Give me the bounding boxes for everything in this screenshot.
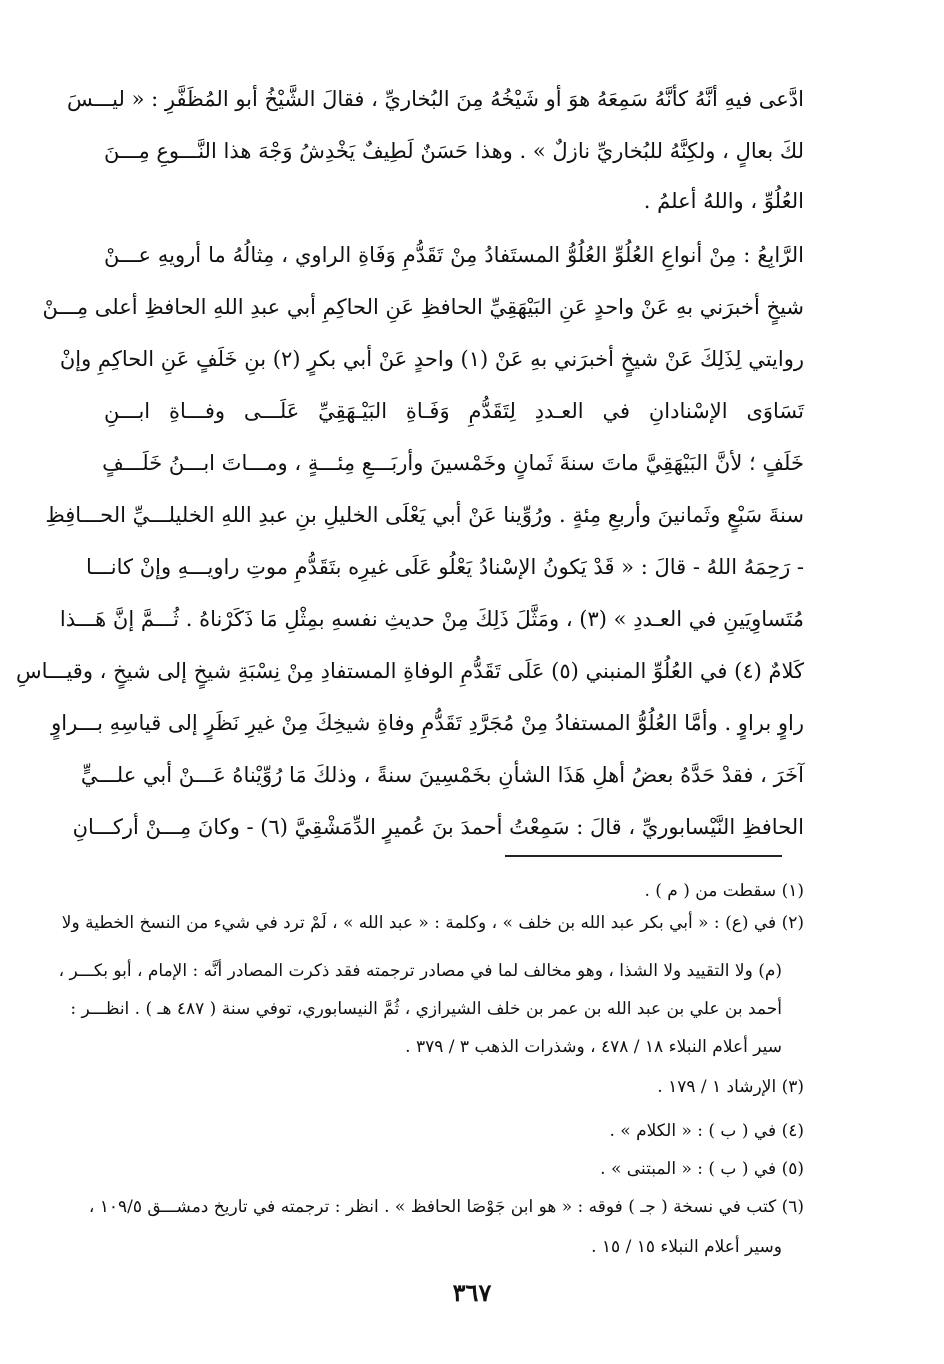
footnote: (٤) في ( ب ) : « الكلام » . xyxy=(609,1121,804,1141)
text-line: - رَحِمَهُ اللهُ - قالَ : « قَدْ يَكونُ الإسْنادُ يَعْلُو عَلَى غيرِه بتَقَدُّمِ موتِ راويـــهِ وإنْ كانـــا xyxy=(85,555,804,579)
text-line: آخَرَ ، فقدْ حَدَّهُ بعضُ أهلِ هَذَا الشأنِ بخَمْسِينَ سنةً ، وذلكَ مَا رُوِّيْناهُ عَـــنْ أبي علـــيٍّ xyxy=(80,763,804,787)
text-line: العُلُوِّ ، واللهُ أعلمُ . xyxy=(643,189,804,213)
text-line: سنةَ سَبْعٍ وثَمانينَ وأربعِ مِئةٍ . ورُوِّينا عَنْ أبي يَعْلَى الخليلِ بنِ عبدِ اللهِ الخليلـــيِّ الحـــافِظِ xyxy=(45,503,804,527)
text-line: الرَّابِعُ : مِنْ أنواعِ العُلُوِّ العُلُوُّ المستَفادُ مِنْ تَقَدُّمِ وَفَاةِ الراوي ، مِثالُهُ ما أرويهِ عـــنْ xyxy=(104,243,804,267)
text-line: شيخٍ أخبرَني بهِ عَنْ واحدٍ عَنِ البَيْهَقِيِّ الحافظِ عَنِ الحاكِمِ أبي عبدِ اللهِ الحافظِ أعلى مِـــنْ xyxy=(42,295,804,319)
text-line: لكَ بعالٍ ، ولكِنَّهُ للبُخاريِّ نازلٌ » . وهذا حَسَنٌ لَطِيفٌ يَخْدِشُ وَجْهَ هذا النَّـــوعِ مِـــنَ xyxy=(104,139,804,163)
footnote-separator xyxy=(505,855,782,857)
text-line: تَسَاوَى الإسْنادانِ في العـددِ لِتَقَدُّمِ وَفَـاةِ البَيْـهَقِيِّ عَلَـــى وفـــاةِ ابـــنِ xyxy=(104,399,804,423)
footnote: (٥) في ( ب ) : « المبتنى » . xyxy=(600,1159,804,1179)
text-line: كَلامٌ (٤) في العُلُوِّ المنبني (٥) عَلَى تَقَدُّمِ الوفاةِ المستفادِ مِنْ نِسْبَةِ شيخٍ إلى شيخٍ ، وقيـــاسِ xyxy=(15,659,804,683)
text-line: ادَّعى فيهِ أنَّهُ كأنَّهُ سَمِعَهُ هوَ أو شَيْخُهُ مِنَ البُخاريِّ ، فقالَ الشَّيْخُ أبو المُظَفَّرِ : « ليـــسَ xyxy=(66,87,804,111)
footnote: أحمد بن علي بن عبد الله بن عمر بن خلف الشيرازي ، ثُمَّ النيسابوري، توفي سنة ( ٤٨٧ هـ ) . انظـــر : xyxy=(70,999,782,1019)
footnote: وسير أعلام النبلاء ١٥ / ١٥ . xyxy=(591,1237,782,1257)
footnote: (٦) كتب في نسخة ( جـ ) فوقه : « هو ابن جَوْصَا الحافظ » . انظر : ترجمته في تاريخ دمشـــق ١٠٩/٥ ، xyxy=(88,1197,804,1217)
footnote: (٣) الإرشاد ١ / ١٧٩ . xyxy=(657,1077,804,1097)
text-line: خَلَفٍ ؛ لأنَّ البَيْهَقِيَّ ماتَ سنةَ ثَمانٍ وخَمْسينَ وأربَـــعِ مِئـــةٍ ، ومـــاتَ ابـــنُ خَلَـــفٍ xyxy=(102,451,804,475)
text-line: راوٍ براوٍ . وأمَّا العُلُوُّ المستفادُ مِنْ مُجَرَّدِ تَقَدُّمِ وفاةِ شيخِكَ مِنْ غيرِ نَظَرٍ إلى قياسِهِ بـــراوٍ xyxy=(51,711,804,735)
footnote: (٢) في (ع) : « أبي بكر عبد الله بن خلف » ، وكلمة : « عبد الله » ، لَمْ ترد في شيء من النسخ الخطية ولا xyxy=(61,913,804,933)
footnote: (م) ولا التقييد ولا الشذا ، وهو مخالف لما في مصادر ترجمته فقد ذكرت المصادر أنَّه : الإمام ، أبو بكـــر ، xyxy=(58,961,782,981)
text-line: الحافظِ النَّيْسابوريِّ ، قالَ : سَمِعْتُ أحمدَ بنَ عُميرٍ الدِّمَشْقِيَّ (٦) - وكانَ مِـــنْ أركـــانِ xyxy=(72,815,804,839)
text-line: مُتَساوِيَينِ في العـددِ » (٣) ، ومَثَّلَ ذَلِكَ مِنْ حديثِ نفسهِ بمِثْلِ مَا ذَكَرْناهُ . ثُـــمَّ إنَّ هَـــذا xyxy=(59,607,804,631)
text-line: روايتي لِذَلِكَ عَنْ شيخٍ أخبرَني بهِ عَنْ (١) واحدٍ عَنْ أبي بكرٍ (٢) بنِ خَلَفٍ عَنِ الحاكِمِ وإنْ xyxy=(59,347,804,371)
footnote: (١) سقطت من ( م ) . xyxy=(644,881,804,901)
page-number: ٣٦٧ xyxy=(452,1278,492,1307)
footnote: سير أعلام النبلاء ١٨ / ٤٧٨ ، وشذرات الذهب ٣ / ٣٧٩ . xyxy=(405,1037,782,1057)
